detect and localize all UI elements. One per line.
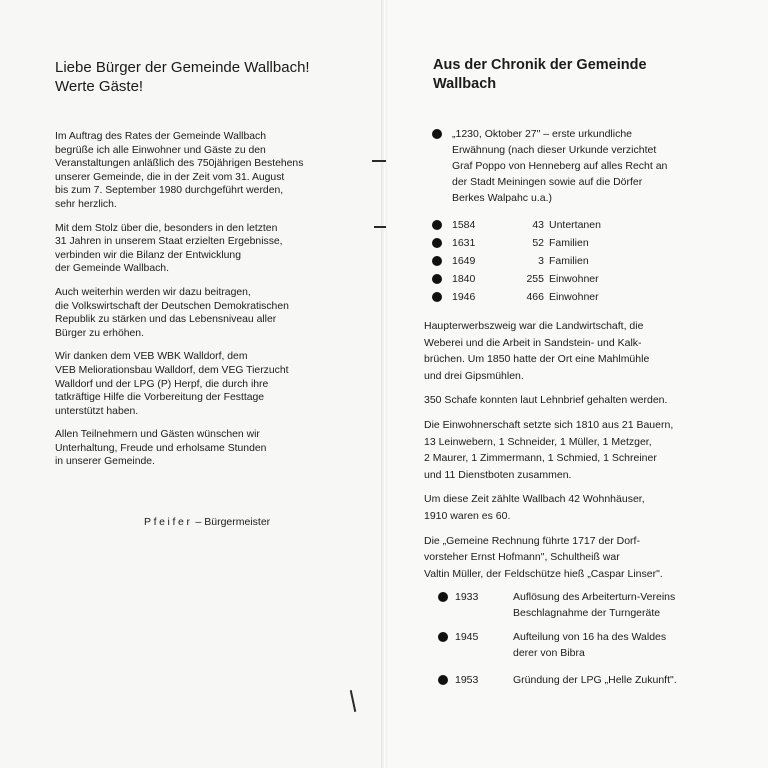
bullet-icon (432, 238, 442, 248)
text-line: unserer Gemeinde, die in der Zeit vom 31. August (55, 171, 285, 183)
text-line: und drei Gipsmühlen. (424, 369, 524, 382)
population-year: 1946 (452, 291, 476, 303)
letter-paragraph (55, 428, 355, 469)
text-line: in unserer Gemeinde. (55, 456, 155, 468)
text-line: brüchen. Um 1850 hatte der Ort eine Mahlmühle (424, 353, 650, 366)
population-row (432, 270, 732, 288)
text-line: Haupterwerbszweig war die Landwirtschaft, die (424, 320, 644, 332)
fold-mark (372, 160, 386, 162)
text-line: Republik zu stärken und das Lebensniveau aller (55, 314, 277, 326)
text-line: Aufteilung von 16 ha des Waldes (513, 631, 667, 643)
page-fold (381, 0, 387, 768)
text-line: 1910 waren es 60. (424, 509, 511, 522)
population-unit: Einwohner (549, 291, 599, 303)
text-line: Gründung der LPG „Helle Zukunft". (513, 674, 677, 686)
population-unit: Familien (549, 255, 589, 267)
signature-name: Pfeifer (144, 516, 193, 528)
population-value: 466 (526, 291, 544, 303)
population-unit: Familien (549, 237, 589, 249)
bullet-icon (438, 632, 448, 642)
population-value: 255 (526, 273, 544, 285)
chronicle-paragraph (424, 417, 724, 483)
population-row (432, 288, 732, 306)
text-line: Graf Poppo von Henneberg auf alles Recht an (452, 160, 668, 172)
bullet-icon (432, 292, 442, 302)
text-line: Walldorf und der LPG (P) Herpf, die durch ihre (55, 378, 269, 390)
text-line: Bürger zu erhöhen. (55, 327, 144, 339)
population-row (432, 234, 732, 252)
text-line: begrüße ich alle Einwohner und Gäste zu den (55, 144, 266, 156)
letter-paragraph (55, 222, 355, 276)
letter-paragraph (55, 286, 355, 340)
text-line: unterstützt haben. (55, 405, 139, 417)
title-line: Aus der Chronik der Gemeinde (433, 57, 647, 73)
text-line: tatkräftige Hilfe die Vorbereitung der Festtage (55, 392, 265, 404)
letter-paragraph (55, 130, 355, 212)
population-list (432, 216, 732, 306)
text-line: VEB Meliorationsbau Walldorf, dem VEG Tierzucht (55, 364, 289, 376)
greeting-line: Liebe Bürger der Gemeinde Wallbach! (55, 59, 310, 76)
text-line: Wir danken dem VEB WBK Walldorf, dem (55, 351, 248, 363)
event-year: 1933 (455, 591, 479, 603)
chronicle-paragraph (424, 533, 724, 583)
text-line: die Volkswirtschaft der Deutschen Demokratischen (55, 300, 289, 312)
text-line: Erwähnung (nach dieser Urkunde verzichtet (452, 144, 657, 156)
event-description (513, 630, 738, 661)
chronicle-paragraph (424, 318, 724, 384)
text-line: Unterhaltung, Freude und erholsame Stunden (55, 442, 267, 454)
population-value: 52 (532, 237, 544, 249)
text-line: und 11 Dienstboten zusammen. (424, 468, 572, 481)
text-line: Auch weiterhin werden wir dazu beitragen, (55, 286, 251, 298)
chronicle-paragraph (424, 491, 724, 524)
text-line: derer von Bibra (513, 646, 585, 659)
text-line: Die „Gemeine Rechnung führte 1717 der Dorf- (424, 534, 640, 547)
chronicle-title (433, 56, 733, 94)
letter-paragraph (55, 350, 355, 418)
population-year: 1649 (452, 255, 476, 267)
chronicle-paragraph (424, 392, 724, 409)
greeting-line: Werte Gäste! (55, 78, 144, 95)
bullet-icon (432, 274, 442, 284)
text-line: der Gemeinde Wallbach. (55, 263, 169, 275)
bullet-icon (432, 220, 442, 230)
fold-mark (374, 226, 386, 228)
text-line: 2 Maurer, 1 Zimmermann, 1 Schmied, 1 Schreiner (424, 452, 657, 465)
event-year: 1945 (455, 631, 479, 643)
text-line: Veranstaltungen anläßlich des 750jährigen Bestehens (55, 158, 304, 170)
population-row (432, 216, 732, 234)
text-line: Im Auftrag des Rates der Gemeinde Wallbach (55, 131, 266, 142)
population-value: 43 (532, 219, 544, 231)
population-row (432, 252, 732, 270)
text-line: Mit dem Stolz über die, besonders in den letzten (55, 222, 278, 234)
text-line: verbinden wir die Bilanz der Entwicklung (55, 249, 241, 261)
population-year: 1631 (452, 237, 476, 249)
population-unit: Untertanen (549, 219, 601, 231)
text-line: Auflösung des Arbeiterturn-Vereins (513, 591, 676, 603)
population-year: 1584 (452, 219, 476, 231)
population-year: 1840 (452, 273, 476, 285)
bullet-icon (438, 675, 448, 685)
mayor-letter (55, 130, 355, 479)
event-description (513, 590, 738, 621)
chronicle-body (424, 318, 724, 590)
signature (144, 515, 364, 529)
text-line: bis zum 7. September 1980 durchgeführt werden, (55, 185, 284, 197)
signature-title: Bürgermeister (204, 516, 271, 528)
population-value: 3 (538, 255, 544, 267)
bullet-icon (432, 129, 442, 139)
text-line: Um diese Zeit zählte Wallbach 42 Wohnhäuser, (424, 493, 645, 506)
bullet-icon (432, 256, 442, 266)
title-line: Wallbach (433, 76, 497, 92)
greeting (55, 58, 365, 96)
text-line: 31 Jahren in unserem Staat erzielten Ergebnisse, (55, 236, 283, 248)
text-line: „1230, Oktober 27" – erste urkundliche (452, 128, 632, 140)
text-line: 350 Schafe konnten laut Lehnbrief gehalten werden. (424, 394, 668, 407)
text-line: Weberei und die Arbeit in Sandstein- und Kalk- (424, 336, 642, 349)
text-line: der Stadt Meiningen sowie auf die Dörfer (452, 176, 643, 188)
text-line: Allen Teilnehmern und Gästen wünschen wir (55, 429, 260, 441)
text-line: Berkes Walpahc u.a.) (452, 192, 552, 204)
population-unit: Einwohner (549, 273, 599, 285)
text-line: Valtin Müller, der Feldschütze hieß „Caspar Linser". (424, 567, 663, 580)
text-line: vorsteher Ernst Hofmann", Schultheiß war (424, 551, 620, 564)
signature-separator: – (192, 516, 205, 528)
entry-text (452, 126, 732, 206)
event-year: 1953 (455, 674, 479, 686)
event-description (513, 673, 738, 689)
text-line: Beschlagnahme der Turngeräte (513, 606, 661, 619)
text-line: sehr herzlich. (55, 198, 117, 210)
text-line: Die Einwohnerschaft setzte sich 1810 aus 21 Bauern, (424, 418, 674, 431)
text-line: 13 Leinwebern, 1 Schneider, 1 Müller, 1 Metzger, (424, 435, 652, 448)
bullet-icon (438, 592, 448, 602)
